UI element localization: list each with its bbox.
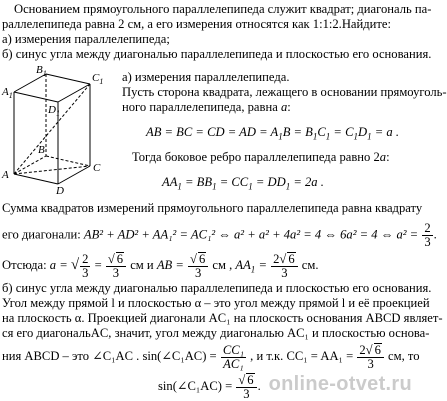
label-D: D xyxy=(56,185,64,197)
label-B: B xyxy=(38,144,45,156)
problem-line-2: раллелепипеда равна 2 см, а его измерения относятся как 1:1:2.Найдите: xyxy=(2,17,391,31)
label-D1: $D_1$ xyxy=(48,104,60,118)
question-b: б) синус угла между диагональю параллелепипеда и плоскостью его основания. xyxy=(2,47,432,61)
question-a: а) измерения параллелепипеда; xyxy=(2,32,170,46)
watermark-text: online-otvet.ru xyxy=(268,373,412,395)
sum-text-2: его диагонали: AB² + AD² + AA₁² = AC₁² ⇔ a² + a² + 4a² = 4 ⇔ 6a² = 4 ⇔ a² = $\frac{2}{3}$ . xyxy=(2,221,437,249)
part-b-text-4: ния ABCD – это ∠C₁AC . sin(∠C₁AC) = $\frac{\text{CC₁}}{\text{AC₁}}$ , и т.к. CC₁ = AA₁ = $\frac{2√ 6}{3}$ см, то xyxy=(2,342,420,371)
fraction-two-thirds: $\frac{2}{3}$ xyxy=(424,221,431,249)
hence-line: Отсюда: a = √ $\frac{2}{3}$ = $\frac{√ 6}{3}$ см и AB = $\frac{√ 6}{3}$ см , $AA_1$ = $\frac{2√ 6}{3}$ см. xyxy=(2,251,319,280)
part-b-title: б) синус угла между диагональю параллелепипеда и плоскостью его основания. xyxy=(2,281,432,295)
part-a-text-1: Пусть сторона квадрата, лежащего в основании прямоуголь- xyxy=(122,85,447,99)
sum-text-1: Сумма квадратов измерений прямоугольного параллелепипеда равна квадрату xyxy=(2,201,423,215)
part-a-text-2: ного параллелепипеда, равна a: xyxy=(122,100,291,114)
problem-line-1: Основанием прямоугольного параллелепипеда служит квадрат; диагональ па- xyxy=(14,2,432,16)
part-b-text-3: ся его диагональAC, значит, угол между диагональю AC₁ и плоскостью основа- xyxy=(2,326,430,340)
part-a-title: а) измерения параллелепипеда. xyxy=(122,70,290,84)
part-b-text-1: Угол между прямой l и плоскостью α – это угол между прямой l и её проекцией xyxy=(2,296,430,310)
label-A1: $A_1$ xyxy=(2,86,13,100)
part-a-text-3: Тогда боковое ребро параллелепипеда равно 2a: xyxy=(132,150,390,164)
label-C: C xyxy=(93,162,101,174)
label-A: A xyxy=(2,169,9,181)
equation-base-sides: AB = BC = CD = AD = $A_1B = B_1C_1 = C_1D_1 = a$ . xyxy=(146,125,399,142)
label-B1: $B_1$ xyxy=(36,64,47,78)
parallelepiped-figure xyxy=(0,66,110,196)
label-C1: $C_1$ xyxy=(92,72,104,86)
equation-lateral-edges: $AA_1 = BB_1 = CC_1 = DD_1 = 2a$ . xyxy=(162,175,324,192)
final-answer: sin(∠C₁AC) = $\frac{√ 6}{3}$ . xyxy=(158,373,261,401)
part-b-text-2: на плоскость α. Проекцией диагонали AC₁ на плоскость основания ABCD являет- xyxy=(2,311,443,325)
sum-formula: AB² + AD² + AA₁² = AC₁² ⇔ a² + a² + 4a² = 4 ⇔ 6a² = 4 ⇔ a² = xyxy=(83,227,419,242)
